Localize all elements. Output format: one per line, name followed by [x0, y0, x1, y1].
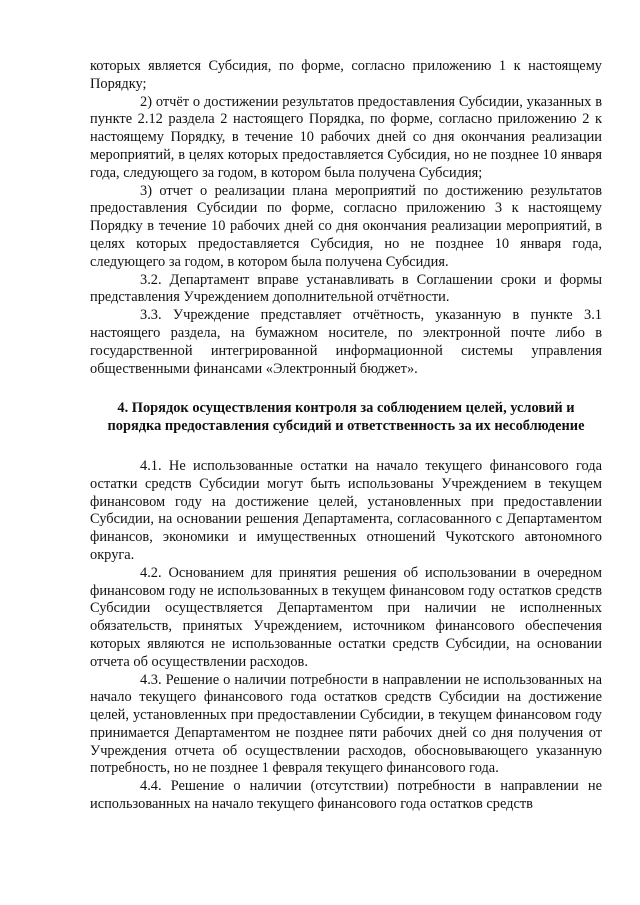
paragraph-continuation: которых является Субсидия, по форме, согласно приложению 1 к настоящему Порядку; — [90, 58, 602, 92]
paragraph-item-2: 2) отчёт о достижении результатов предоставления Субсидии, указанных в пункте 2.12 раздела 2 настоящего Порядка, по форме, согласно приложению 2 к настоящему Порядку, в течение 10 рабочих дней со дня окончания реализации мероприятий, в целях которых предоставляется Субсидия, но не позднее 10 января года, следующего за годом, в котором была получена Субсидия; — [90, 93, 602, 181]
paragraph-3-3: 3.3. Учреждение представляет отчётность, указанную в пункте 3.1 настоящего раздела, на бумажном носителе, по электронной почте либо в государственной интегрированной информационной системы управления общественными финансами «Электронный бюджет». — [90, 307, 602, 377]
document-page — [90, 58, 602, 814]
paragraph-3-2: 3.2. Департамент вправе устанавливать в Соглашении сроки и формы представления Учреждением дополнительной отчётности. — [90, 271, 602, 306]
paragraph-4-4: 4.4. Решение о наличии (отсутствии) потребности в направлении не использованных на начало текущего финансового года остатков средств — [90, 778, 602, 813]
paragraph-4-3: 4.3. Решение о наличии потребности в направлении не использованных на начало текущего финансового года остатков средств Субсидии на достижение целей, установленных при предоставлении Субсидии, в текущем финансовом году принимается Департаментом не позднее пяти рабочих дней со дня получения от Учреждения отчета об осуществлении расходов, обосновывающего указанную потребность, но не позднее 1 февраля текущего финансового года. — [90, 671, 602, 777]
section-4-heading: 4. Порядок осуществления контроля за соблюдением целей, условий и порядка предоставления субсидий и ответственность за их несоблюдение — [107, 400, 585, 435]
paragraph-4-1: 4.1. Не использованные остатки на начало текущего финансового года остатки средств Субсидии могут быть использованы Учреждением в текущем финансовом году на достижение целей, установленных при предоставлении Субсидии, на основании решения Департамента, согласованного с Департаментом финансов, экономики и имущественных отношений Чукотского автономного округа. — [90, 457, 602, 563]
paragraph-item-3: 3) отчет о реализации плана мероприятий по достижению результатов предоставления Субсидии по форме, согласно приложению 3 к настоящему Порядку в течение 10 рабочих дней со дня окончания реализации мероприятий, в целях которых предоставляется Субсидия, но не позднее 10 января года, следующего за годом, в котором была получена Субсидия. — [90, 182, 602, 270]
paragraph-4-2: 4.2. Основанием для принятия решения об использовании в очередном финансовом году не использованных в текущем финансовом году остатков средств Субсидии осуществляется Департаментом при наличии не исполненных обязательств, принятых Учреждением, источником финансового обеспечения которых являются не использованные остатки средств Субсидии, на основании отчета об осуществлении расходов. — [90, 564, 602, 670]
